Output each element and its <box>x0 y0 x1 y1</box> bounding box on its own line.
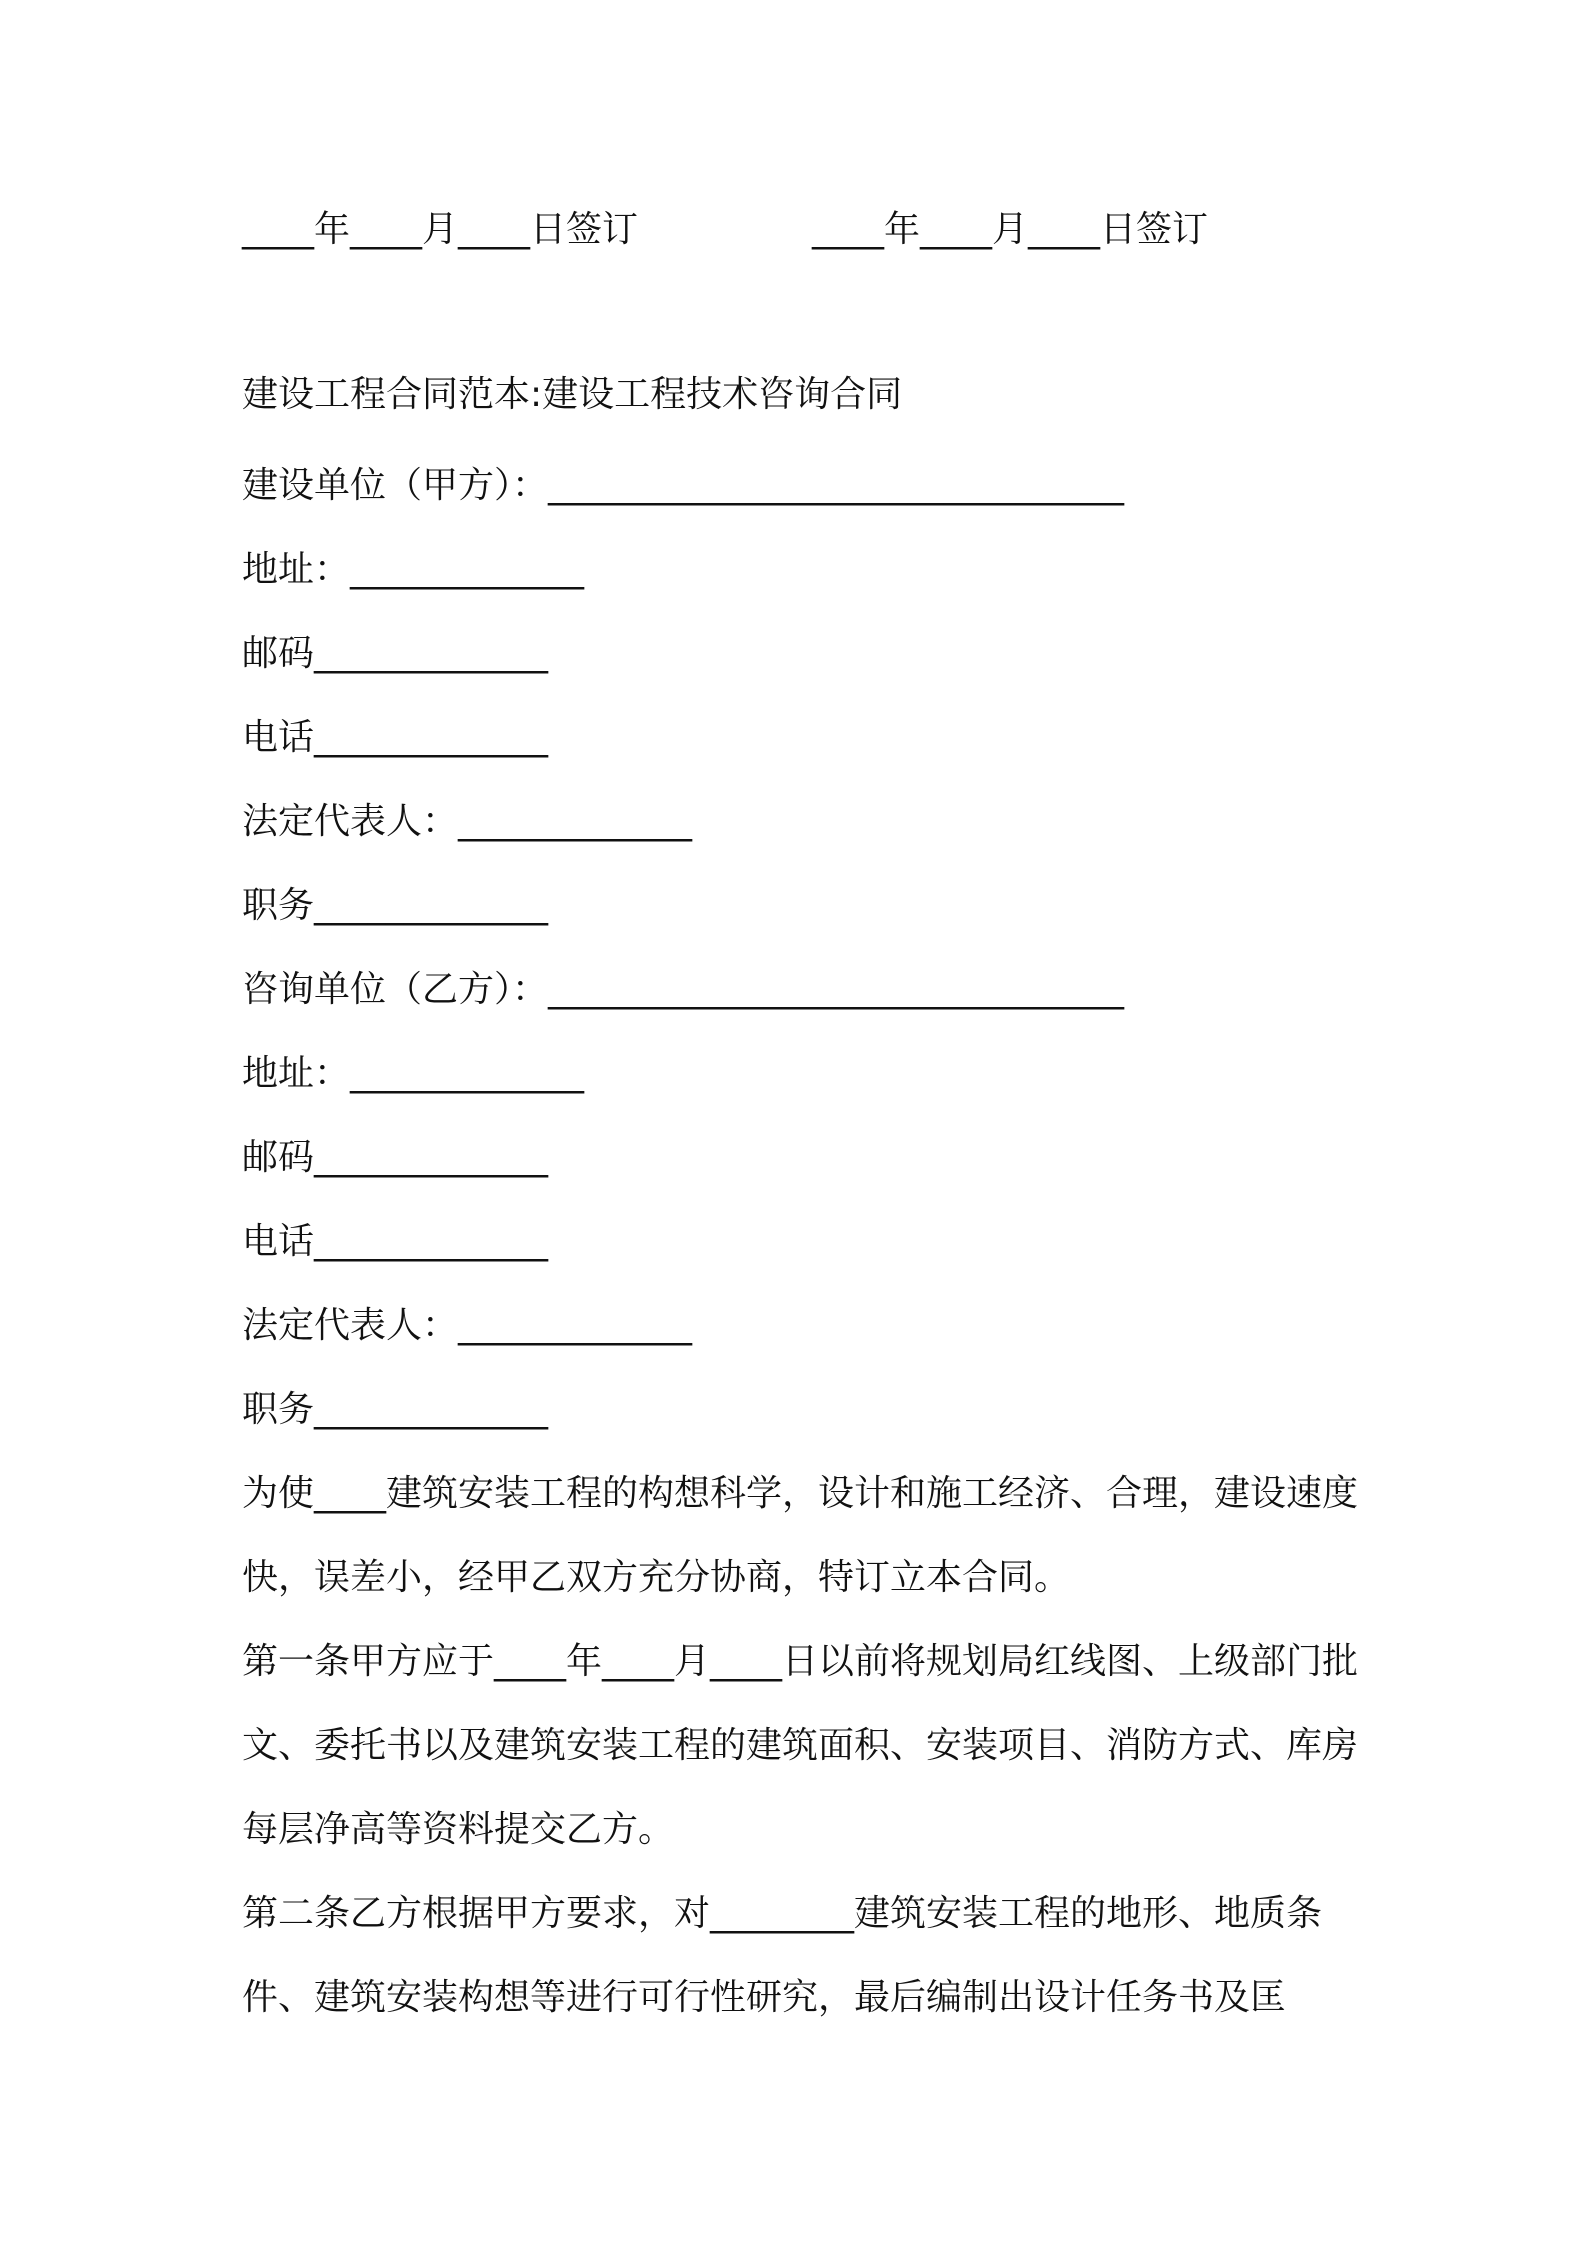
contract-body <box>242 360 1362 2040</box>
signing-date-left: ____年____月____日签订 <box>242 209 639 250</box>
contract-title: 建设工程合同范本:建设工程技术咨询合同 <box>242 374 903 415</box>
party-a-address: 地址：_____________ <box>242 549 585 590</box>
party-b-unit: 咨询单位（乙方）：________________________________ <box>242 969 1125 1010</box>
article-2-paragraph: 第二条乙方根据甲方要求，对________建筑安装工程的地形、地质条件、建筑安装构想等进行可行性研究，最后编制出设计任务书及匡 <box>242 1893 1323 2018</box>
party-b-legal-rep: 法定代表人：_____________ <box>242 1305 693 1346</box>
party-a-phone: 电话_____________ <box>242 717 549 758</box>
party-a-position: 职务_____________ <box>242 885 549 926</box>
party-b-address: 地址：_____________ <box>242 1053 585 1094</box>
party-b-postcode: 邮码_____________ <box>242 1137 549 1178</box>
signing-date-row <box>242 200 1342 260</box>
signing-date-right: ____年____月____日签订 <box>812 209 1209 250</box>
preamble-paragraph: 为使____建筑安装工程的构想科学，设计和施工经济、合理，建设速度快，误差小，经甲乙双方充分协商，特订立本合同。 <box>242 1473 1359 1598</box>
party-a-legal-rep: 法定代表人：_____________ <box>242 801 693 842</box>
party-b-phone: 电话_____________ <box>242 1221 549 1262</box>
article-1-paragraph: 第一条甲方应于____年____月____日以前将规划局红线图、上级部门批文、委托书以及建筑安装工程的建筑面积、安装项目、消防方式、库房每层净高等资料提交乙方。 <box>242 1641 1359 1850</box>
party-a-postcode: 邮码_____________ <box>242 633 549 674</box>
party-b-position: 职务_____________ <box>242 1389 549 1430</box>
party-a-unit: 建设单位（甲方）：________________________________ <box>242 465 1125 506</box>
